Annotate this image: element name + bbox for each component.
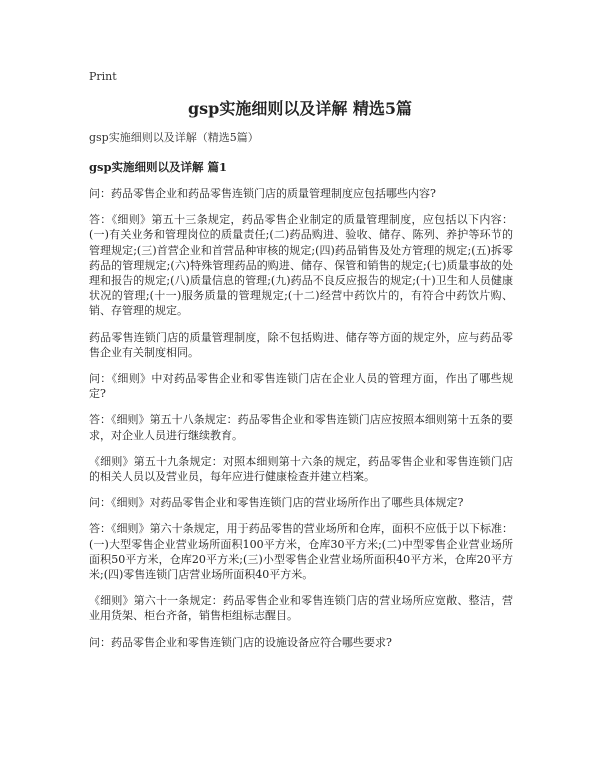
paragraph-question-2: 问：《细则》中对药品零售企业和零售连锁门店在企业人员的管理方面，作出了哪些规定? — [89, 372, 513, 401]
paragraph-note-1: 药品零售连锁门店的质量管理制度，除不包括购进、储存等方面的规定外，应与药品零售企业有关制度相同。 — [89, 330, 513, 359]
paragraph-answer-1: 答：《细则》第五十三条规定，药品零售企业制定的质量管理制度，应包括以下内容：(一)有关业务和管理岗位的质量责任;(二)药品购进、验收、储存、陈列、养护等环节的管理规定;(三)首营企业和首营品种审核的规定;(四)药品销售及处方管理的规定;(五)拆零药品的管理规定;(六)特殊管理药品的购进、储存、保管和销售的规定;(七)质量事故的处理和报告的规定;(八)质量信息的管理;(九)药品不良反应报告的规定;(十)卫生和人员健康状况的管理;(十一)服务质量的管理规定;(十二)经营中药饮片的，有符合中药饮片购、销、存管理的规定。 — [89, 213, 513, 318]
paragraph-answer-2: 答：《细则》第五十八条规定：药品零售企业和零售连锁门店应按照本细则第十五条的要求，对企业人员进行继续教育。 — [89, 413, 513, 442]
paragraph-answer-3: 答：《细则》第六十条规定，用于药品零售的营业场所和仓库，面积不应低于以下标准：(一)大型零售企业营业场所面积100平方米，仓库30平方米;(二)中型零售企业营业场所面积50平方米，仓库20平方米;(三)小型零售企业营业场所面积40平方米，仓库20平方米;(四)零售连锁门店营业场所面积40平方米。 — [89, 522, 513, 582]
paragraph-rule-59: 《细则》第五十九条规定：对照本细则第十六条的规定，药品零售企业和零售连锁门店的相关人员以及营业员，每年应进行健康检查并建立档案。 — [89, 454, 513, 484]
paragraph-question-4: 问：药品零售企业和零售连锁门店的设施设备应符合哪些要求? — [89, 635, 392, 649]
document-subtitle: gsp实施细则以及详解（精选5篇） — [89, 131, 259, 144]
paragraph-question-3: 问：《细则》对药品零售企业和零售连锁门店的营业场所作出了哪些具体规定? — [89, 496, 464, 510]
print-label: Print — [89, 70, 117, 83]
page-title: gsp实施细则以及详解 精选5篇 — [187, 99, 413, 118]
paragraph-rule-61: 《细则》第六十一条规定：药品零售企业和零售连锁门店的营业场所应宽敞、整洁，营业用货架、柜台齐备，销售柜组标志醒目。 — [89, 594, 513, 623]
paragraph-question-1: 问：药品零售企业和药品零售连锁门店的质量管理制度应包括哪些内容? — [89, 187, 436, 200]
section-heading: gsp实施细则以及详解 篇1 — [89, 160, 228, 174]
document-body — [89, 130, 513, 661]
